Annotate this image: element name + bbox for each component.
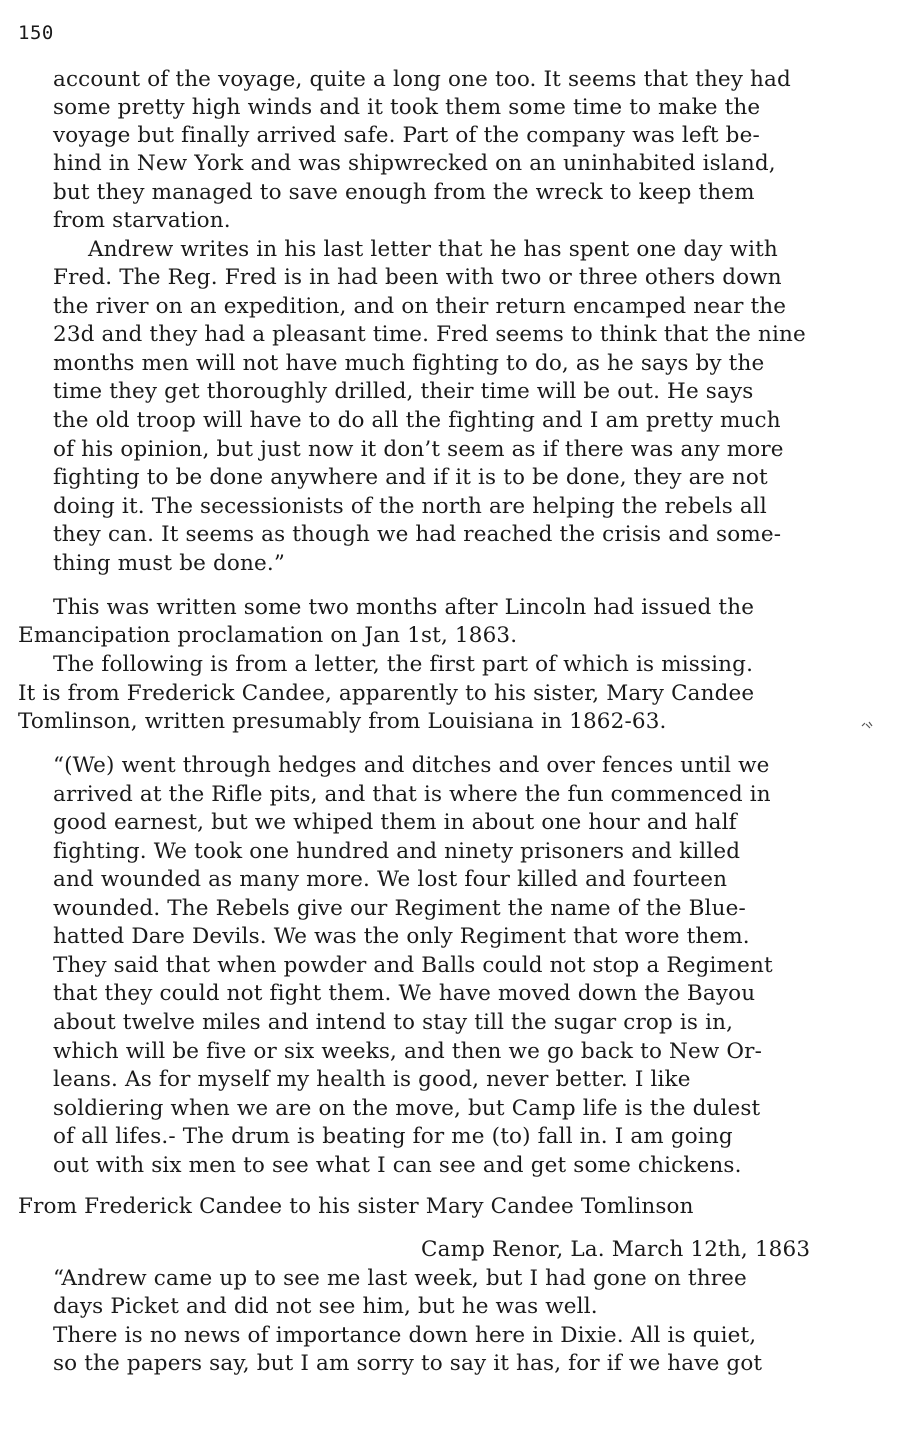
text-line: months men will not have much fighting to do, as he says by the — [53, 351, 765, 376]
text-line: soldiering when we are on the move, but Camp life is the dulest — [53, 1096, 761, 1121]
text-line: about twelve miles and intend to stay till the sugar crop is in, — [53, 1010, 734, 1035]
text-line: fighting. We took one hundred and ninety prisoners and killed — [53, 839, 741, 864]
text-line: account of the voyage, quite a long one too. It seems that they had — [53, 67, 791, 92]
text-line: from starvation. — [53, 208, 231, 233]
text-line: doing it. The secessionists of the north are helping the rebels all — [53, 494, 767, 519]
text-line: Emancipation proclamation on Jan 1st, 1863. — [18, 623, 518, 648]
text-line: fighting to be done anywhere and if it is to be done, they are not — [53, 465, 768, 490]
text-line: days Picket and did not see him, but he was well. — [53, 1294, 598, 1319]
text-line: so the papers say, but I am sorry to say it has, for if we have got — [53, 1351, 763, 1376]
text-line: they can. It seems as though we had reached the crisis and some- — [53, 522, 782, 547]
text-line: good earnest, but we whiped them in about one hour and half — [53, 810, 737, 835]
text-line: out with six men to see what I can see and get some chickens. — [53, 1153, 742, 1178]
page-number: 150 — [18, 22, 54, 44]
text-line: Fred. The Reg. Fred is in had been with two or three others down — [53, 265, 782, 290]
text-line: of his opinion, but just now it don’t seem as if there was any more — [53, 437, 784, 462]
text-line: wounded. The Rebels give our Regiment the name of the Blue- — [53, 896, 746, 921]
text-line: some pretty high winds and it took them some time to make the — [53, 95, 761, 120]
text-line: leans. As for myself my health is good, never better. I like — [53, 1067, 691, 1092]
letter-heading: From Frederick Candee to his sister Mary Candee Tomlinson — [18, 1194, 694, 1219]
text-line: “Andrew came up to see me last week, but I had gone on three — [53, 1266, 747, 1291]
text-line: the river on an expedition, and on their return encamped near the — [53, 294, 787, 319]
text-line: It is from Frederick Candee, apparently to his sister, Mary Candee — [18, 681, 755, 706]
text-line: of all lifes.- The drum is beating for me (to) fall in. I am going — [53, 1124, 733, 1149]
text-line: time they get thoroughly drilled, their time will be out. He says — [53, 379, 754, 404]
text-line: They said that when powder and Balls could not stop a Regiment — [53, 953, 773, 978]
text-line: and wounded as many more. We lost four killed and fourteen — [53, 867, 728, 892]
text-line: Tomlinson, written presumably from Louisiana in 1862-63. — [18, 709, 667, 734]
text-line: but they managed to save enough from the wreck to keep them — [53, 180, 755, 205]
text-line: “(We) went through hedges and ditches and over fences until we — [53, 753, 770, 778]
text-line: thing must be done.” — [53, 551, 285, 576]
text-line: that they could not fight them. We have moved down the Bayou — [53, 981, 756, 1006]
letter-dateline: Camp Renor, La. March 12th, 1863 — [421, 1237, 811, 1262]
text-line: voyage but finally arrived safe. Part of the company was left be- — [53, 123, 760, 148]
text-line: hind in New York and was shipwrecked on an uninhabited island, — [53, 151, 776, 176]
text-line: which will be five or six weeks, and then we go back to New Or- — [53, 1039, 763, 1064]
text-line: This was written some two months after Lincoln had issued the — [53, 595, 755, 620]
text-line: The following is from a letter, the first part of which is missing. — [53, 652, 754, 677]
text-line: arrived at the Rifle pits, and that is where the fun commenced in — [53, 782, 771, 807]
text-line: Andrew writes in his last letter that he has spent one day with — [88, 237, 778, 262]
text-line: There is no news of importance down here in Dixie. All is quiet, — [53, 1323, 757, 1348]
text-line: the old troop will have to do all the fighting and I am pretty much — [53, 408, 781, 433]
stray-ink-mark — [860, 720, 874, 730]
text-line: hatted Dare Devils. We was the only Regiment that wore them. — [53, 924, 750, 949]
text-line: 23d and they had a pleasant time. Fred seems to think that the nine — [53, 322, 806, 347]
